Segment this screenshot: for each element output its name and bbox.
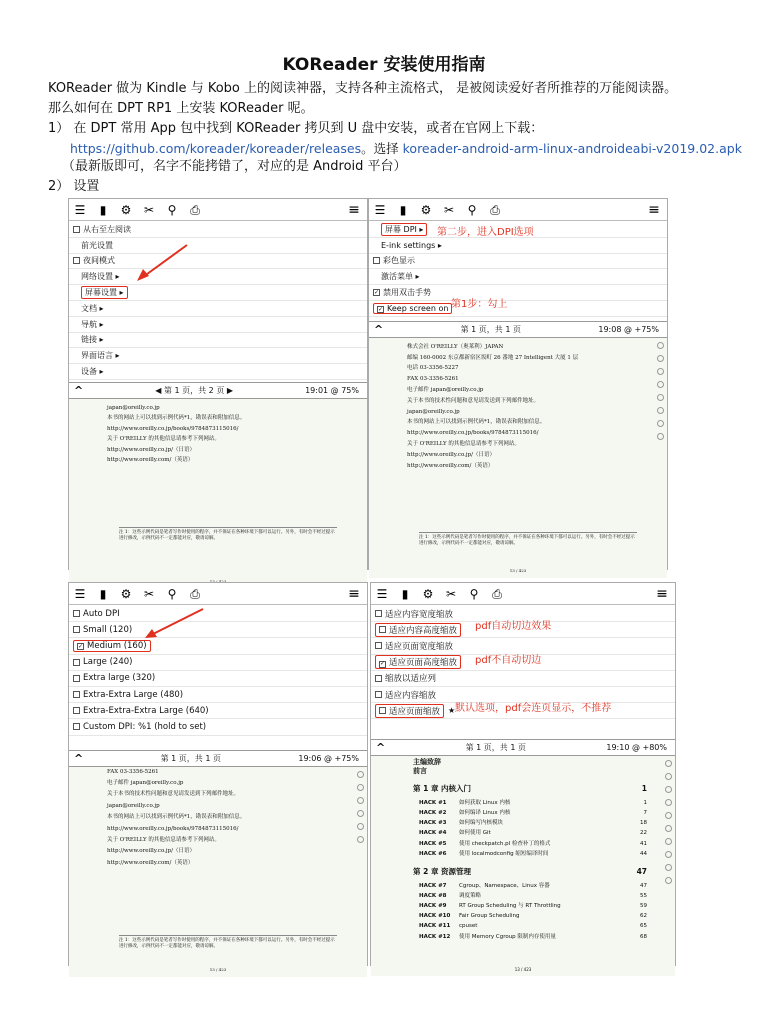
hack-number: HACK #9: [419, 902, 447, 909]
scroll-dot[interactable]: [665, 838, 672, 845]
checkbox[interactable]: [373, 257, 380, 264]
toc-row[interactable]: [413, 891, 647, 901]
tools-icon[interactable]: ✂: [143, 202, 155, 217]
book-page: [369, 338, 667, 578]
search-icon[interactable]: ⚲: [467, 202, 477, 217]
menu-label: Small (120): [83, 624, 133, 635]
book-line: japan@oreilly.co.jp: [107, 404, 160, 411]
toc-row[interactable]: [413, 808, 647, 818]
menu-label: 链接 ▸: [81, 335, 104, 345]
collapse-arrow-icon[interactable]: ^: [74, 383, 84, 397]
toc-row[interactable]: [413, 881, 647, 891]
book-line: japan@oreilly.co.jp: [407, 408, 460, 415]
step1-link-line: [70, 140, 742, 158]
hack-page: 1: [643, 799, 647, 806]
hack-page: 65: [640, 923, 647, 930]
reader-toolbar: [369, 199, 667, 221]
hack-number: HACK #6: [419, 850, 447, 857]
book-line: http://www.oreilly.com/（英语）: [107, 457, 194, 464]
reader-toolbar: [371, 583, 675, 605]
tools-icon[interactable]: ✂: [443, 202, 455, 217]
menu-label: 适应页面高度缩放: [389, 658, 458, 669]
keep-screen-highlight: [373, 303, 452, 315]
scroll-dot[interactable]: [665, 760, 672, 767]
scroll-dot[interactable]: [665, 773, 672, 780]
hack-number: HACK #10: [419, 913, 451, 920]
chapter-title: 第 1 章 内核入门: [413, 784, 472, 794]
checkbox-checked[interactable]: ✓: [77, 642, 84, 650]
menu-label: 适应内容缩放: [385, 690, 437, 701]
menu-label: Custom DPI: %1 (hold to set): [83, 721, 207, 732]
scroll-dot[interactable]: [657, 433, 664, 440]
book-line: http://www.oreilly.co.jp/（日语）: [107, 446, 195, 453]
screenshot-settings-menu: [68, 198, 368, 570]
apk-filename: koreader-android-arm-linux-androideabi-v2019.02.apk: [402, 141, 742, 156]
menu-item[interactable]: [369, 269, 667, 285]
book-line: 电子邮件 japan@oreilly.co.jp: [107, 779, 184, 786]
intro-line-1: KOReader 做为 Kindle 与 Kobo 上的阅读神器，支持各种主流格式， 是被阅读爱好者所推荐的万能阅读器。: [48, 81, 678, 96]
hack-number: HACK #3: [419, 820, 447, 827]
hamburger-icon[interactable]: ≡: [348, 201, 360, 218]
hack-page: 18: [640, 820, 647, 827]
bookmark-icon[interactable]: ▮: [399, 202, 407, 217]
book-line: http://www.oreilly.co.jp/books/9784873115016/: [407, 430, 539, 437]
menu-label: 禁用双击手势: [383, 288, 431, 298]
book-line: FAX 03-3356-5261: [107, 768, 159, 775]
red-arrow: [69, 583, 369, 967]
book-line: 关于 O'REILLY 的其他信息请参考下列网站。: [107, 436, 220, 443]
toc-icon[interactable]: ☰: [74, 202, 86, 217]
book-line: 邮编 160-0002 东京都新宿区坂町 26 番地 27 Intelligent 大厦 1 层: [407, 354, 579, 361]
page-indicator: ◀ 第 1 页，共 2 页 ▶: [155, 385, 234, 395]
menu-label: 屏幕 DPI ▸: [381, 223, 427, 236]
menu-label: 夜间模式: [83, 256, 115, 266]
annotation-dpi: 第二步，进入DPI选项: [437, 227, 534, 238]
checkbox[interactable]: [375, 675, 382, 682]
tools-icon[interactable]: ✂: [143, 586, 155, 601]
gear-icon[interactable]: ⚙: [120, 202, 132, 217]
menu-label: 激活菜单 ▸: [381, 272, 420, 282]
scroll-dot[interactable]: [657, 368, 664, 375]
menu-label: 设备 ▸: [81, 367, 104, 377]
book-line: japan@oreilly.co.jp: [107, 802, 160, 809]
book-line: http://www.oreilly.co.jp/（日语）: [407, 451, 495, 458]
toc-row[interactable]: [413, 798, 647, 808]
scroll-dot[interactable]: [665, 851, 672, 858]
hack-number: HACK #4: [419, 830, 447, 837]
fit-content-height-highlight: [375, 623, 461, 637]
step1-line: 1） 在 DPT 常用 App 包中找到 KOReader 拷贝到 U 盘中安装，或者在官网上下载：: [48, 121, 544, 136]
book-line: http://www.oreilly.com/（英语）: [407, 462, 494, 469]
hack-page: 47: [640, 882, 647, 889]
menu-label: 彩色显示: [383, 256, 415, 266]
search-icon[interactable]: ⚲: [167, 586, 177, 601]
menu-label: 适应页面缩放: [389, 706, 441, 717]
hack-title: 调度策略: [459, 892, 482, 899]
menu-label: Large (240): [83, 657, 133, 668]
book-line: 本书的网站上可以找到示例代码*1，勘误表和附加信息。: [107, 415, 246, 422]
toc-row[interactable]: [413, 839, 647, 849]
book-line: 电子邮件 japan@oreilly.co.jp: [407, 386, 484, 393]
scroll-dot[interactable]: [665, 786, 672, 793]
scroll-dot[interactable]: [657, 355, 664, 362]
menu-label: Medium (160): [87, 640, 147, 651]
printer-icon[interactable]: ⎙: [492, 586, 502, 601]
hack-title: 如何编写内核模块: [459, 820, 504, 827]
printer-icon[interactable]: ⎙: [490, 202, 500, 217]
menu-label: E-ink settings ▸: [381, 240, 442, 250]
hack-number: HACK #8: [419, 892, 447, 899]
collapse-arrow-icon[interactable]: ^: [376, 741, 386, 755]
hamburger-icon[interactable]: ≡: [656, 585, 668, 602]
status-time: 19:10 @ +80%: [606, 743, 667, 753]
annotation-auto-crop: pdf自动切边效果: [475, 621, 552, 632]
hack-number: HACK #5: [419, 840, 447, 847]
collapse-arrow-icon[interactable]: ^: [374, 322, 384, 336]
toc-row[interactable]: [413, 849, 647, 859]
menu-item-keep-screen-on[interactable]: [369, 301, 667, 317]
toc-chapter[interactable]: [413, 776, 647, 798]
hack-number: HACK #12: [419, 933, 451, 940]
annotation-default-option: 默认选项，pdf会连页显示，不推荐: [455, 703, 612, 714]
step1-note: （最新版即可，名字不能拷错了，对应的是 Android 平台）: [62, 159, 407, 174]
menu-label: 适应内容宽度缩放: [385, 609, 454, 620]
hack-number: HACK #1: [419, 799, 447, 806]
toc-list-2: [413, 881, 647, 942]
hack-title: Cgroup、Namespace、Linux 容器: [459, 882, 550, 889]
hack-title: 使用 checkpatch.pl 检查补丁的格式: [459, 840, 551, 847]
checkbox[interactable]: [375, 642, 382, 649]
footnote: 注 1：这些示例代码是笔者写作时使用的程序，并不保证在各种环境下都可以运行。另外，有时会不经过提示进行修改，示例代码不一定都能对应，敬请谅解。: [419, 532, 637, 547]
gear-icon[interactable]: ⚙: [422, 586, 434, 601]
menu-label: Extra large (320): [83, 673, 156, 684]
step2-line: 2） 设置: [48, 179, 100, 194]
menu-label: Extra-Extra Large (480): [83, 689, 184, 700]
menu-label: 导航 ▸: [81, 319, 104, 329]
toc-chapter[interactable]: [413, 859, 647, 881]
chapter-title: 第 2 章 资源管理: [413, 867, 472, 877]
scroll-dot[interactable]: [657, 394, 664, 401]
checkbox[interactable]: [375, 610, 382, 617]
screenshot-zoom-options: [370, 582, 676, 972]
menu-item[interactable]: [369, 285, 667, 301]
menu-label: 缩放以适应列: [385, 674, 437, 685]
toc-icon[interactable]: ☰: [74, 586, 86, 601]
scroll-dot[interactable]: [665, 864, 672, 871]
toc-list-1: [413, 798, 647, 859]
scroll-dot[interactable]: [657, 420, 664, 427]
book-line: http://www.oreilly.co.jp/books/9784873115016/: [107, 425, 239, 432]
menu-label: 网络设置 ▸: [81, 272, 120, 282]
toc-row[interactable]: [413, 932, 647, 942]
side-scrollbar[interactable]: [655, 338, 665, 578]
book-line: http://www.oreilly.com/（英语）: [107, 859, 194, 866]
chapter-page: 47: [636, 867, 647, 877]
book-line: 关于 O'REILLY 的其他信息请参考下列网站。: [107, 836, 220, 843]
search-icon[interactable]: ⚲: [469, 586, 479, 601]
hack-title: 如何编译 Linux 内核: [459, 810, 511, 817]
hack-title: cpuset: [459, 923, 478, 930]
hack-number: HACK #11: [419, 923, 451, 930]
scroll-dot[interactable]: [657, 381, 664, 388]
status-bar: [369, 321, 667, 338]
toc-row[interactable]: [413, 911, 647, 921]
book-line: http://www.oreilly.co.jp/books/9784873115016/: [107, 825, 239, 832]
toc-row[interactable]: [413, 818, 647, 828]
book-line: 关于本书的技术性问题和意见请发送到下列邮件地址。: [407, 397, 540, 404]
gear-icon[interactable]: ⚙: [120, 586, 132, 601]
toc-row[interactable]: [413, 901, 647, 911]
toc-heading: 前言: [413, 767, 427, 776]
screenshot-dpi-menu: [68, 582, 368, 973]
hack-title: 如何使用 Git: [459, 830, 491, 837]
bookmark-icon[interactable]: ▮: [99, 586, 107, 601]
hack-title: Fair Group Scheduling: [459, 913, 520, 920]
book-line: 关于本书的技术性问题和意见请发送到下列邮件地址。: [107, 791, 240, 798]
book-line: http://www.oreilly.co.jp/（日语）: [107, 848, 195, 855]
menu-label: 屏幕设置 ▸: [81, 286, 128, 299]
hack-page: 41: [640, 840, 647, 847]
chapter-page: 1: [641, 784, 647, 794]
hack-number: HACK #7: [419, 882, 447, 889]
hack-page: 59: [640, 902, 647, 909]
menu-label: 适应页面宽度缩放: [385, 641, 454, 652]
page-number: 13 / 423: [509, 567, 527, 573]
checkbox-checked[interactable]: ✓: [379, 660, 386, 668]
page-indicator-text: 第 1 页，共 1 页: [460, 324, 521, 334]
page-indicator-text: 第 1 页，共 1 页: [465, 743, 526, 753]
bookmark-icon[interactable]: ▮: [99, 202, 107, 217]
status-time: 19:01 @ 75%: [305, 385, 359, 395]
hamburger-icon[interactable]: ≡: [648, 201, 660, 218]
toc-row[interactable]: [413, 828, 647, 838]
gear-icon[interactable]: ⚙: [420, 202, 432, 217]
status-bar: [371, 739, 675, 756]
status-time: 19:08 @ +75%: [598, 324, 659, 334]
checkbox-checked[interactable]: ✓: [373, 288, 380, 296]
scroll-dot[interactable]: [665, 825, 672, 832]
hack-number: HACK #2: [419, 810, 447, 817]
status-time: 19:06 @ +75%: [298, 753, 359, 763]
hack-page: 44: [640, 850, 647, 857]
hack-page: 55: [640, 892, 647, 899]
menu-label: 适应内容高度缩放: [389, 625, 458, 636]
intro-line-2: 那么如何在 DPT RP1 上安装 KOReader 呢。: [48, 101, 314, 116]
menu-label: Auto DPI: [83, 608, 120, 619]
toc-icon[interactable]: ☰: [376, 586, 388, 601]
scroll-dot[interactable]: [665, 877, 672, 884]
book-line: 本书的网站上可以找到示例代码*1，勘误表和附加信息。: [407, 419, 546, 426]
toc-row[interactable]: [413, 921, 647, 931]
book-line: 关于 O'REILLY 的其他信息请参考下列网站。: [407, 440, 520, 447]
hack-title: 使用 localmodconfig 缩短编译时间: [459, 850, 549, 857]
checkbox[interactable]: [375, 691, 382, 698]
checkbox-checked[interactable]: ✓: [377, 305, 384, 313]
screenshot-screen-settings: [368, 198, 668, 573]
printer-icon[interactable]: ⎙: [190, 202, 200, 217]
tools-icon[interactable]: ✂: [445, 586, 457, 601]
releases-link[interactable]: https://github.com/koreader/koreader/releases: [70, 141, 362, 156]
menu-label: 从右至左阅读: [83, 224, 131, 234]
page-number: 13 / 423: [209, 967, 227, 973]
menu-item[interactable]: [371, 671, 675, 687]
page-indicator-text: 第 1 页，共 2 页: [163, 385, 225, 395]
hack-page: 68: [640, 933, 647, 940]
book-line: 电话 03-3356-5227: [407, 365, 459, 372]
menu-label: 前光设置: [81, 240, 113, 250]
hack-page: 62: [640, 913, 647, 920]
menu-label: Keep screen on: [387, 303, 449, 313]
checkbox[interactable]: [379, 707, 386, 714]
menu-item[interactable]: [369, 254, 667, 270]
scroll-dot[interactable]: [665, 799, 672, 806]
toc-heading: 主编致辞: [413, 758, 441, 767]
menu-label: 界面语言 ▸: [81, 351, 120, 361]
book-line: FAX 03-3356-5261: [407, 376, 459, 383]
page-indicator-text: 第 1 页，共 1 页: [160, 753, 221, 763]
hack-page: 7: [643, 810, 647, 817]
hack-page: 22: [640, 830, 647, 837]
side-scrollbar[interactable]: [663, 756, 673, 976]
scroll-dot[interactable]: [665, 812, 672, 819]
annotation-no-auto-crop: pdf不自动切边: [475, 655, 542, 666]
book-line: 本书的网站上可以找到示例代码*1，勘误表和附加信息。: [107, 814, 246, 821]
default-star-icon: ★: [448, 706, 456, 716]
hamburger-icon[interactable]: ≡: [348, 585, 360, 602]
hack-title: 如何获取 Linux 内核: [459, 799, 511, 806]
printer-icon[interactable]: ⎙: [190, 586, 200, 601]
book-line: 株式会社 O'REILLY（奥莱利）JAPAN: [407, 343, 504, 350]
checkbox[interactable]: [379, 626, 386, 633]
search-icon[interactable]: ⚲: [167, 202, 177, 217]
menu-item[interactable]: [369, 238, 667, 254]
hack-title: RT Group Scheduling 与 RT Throttling: [459, 902, 561, 909]
scroll-dot[interactable]: [657, 407, 664, 414]
step1-mid-text: 。选择: [361, 141, 403, 156]
fit-page-highlight: [375, 704, 444, 718]
toc-icon[interactable]: ☰: [374, 202, 386, 217]
red-arrow: [69, 199, 369, 571]
footnote: 注 1：这些示例代码是笔者写作时使用的程序，并不保证在各种环境下都可以运行。另外，有时会不经过提示进行修改，示例代码不一定都能对应，敬请谅解。: [119, 935, 337, 950]
collapse-arrow-icon[interactable]: ^: [74, 751, 84, 765]
page-title: KOReader 安装使用指南: [282, 55, 486, 75]
fit-page-height-highlight: [375, 655, 461, 669]
menu-label: 文档 ▸: [81, 303, 104, 313]
bookmark-icon[interactable]: ▮: [401, 586, 409, 601]
annotation-keep-screen: 第1步：勾上: [451, 299, 508, 310]
hack-title: 使用 Memory Cgroup 限制内存使用量: [459, 933, 556, 940]
footnote: 注 1：这些示例代码是笔者写作时使用的程序，并不保证在各种环境下都可以运行。另外，有时会不经过提示进行修改，示例代码不一定都能对应，敬请谅解。: [119, 527, 337, 542]
menu-label: Extra-Extra-Extra Large (640): [83, 705, 209, 716]
scroll-dot[interactable]: [657, 342, 664, 349]
toc-page: [371, 756, 675, 976]
page-number: 13 / 423: [514, 966, 532, 972]
